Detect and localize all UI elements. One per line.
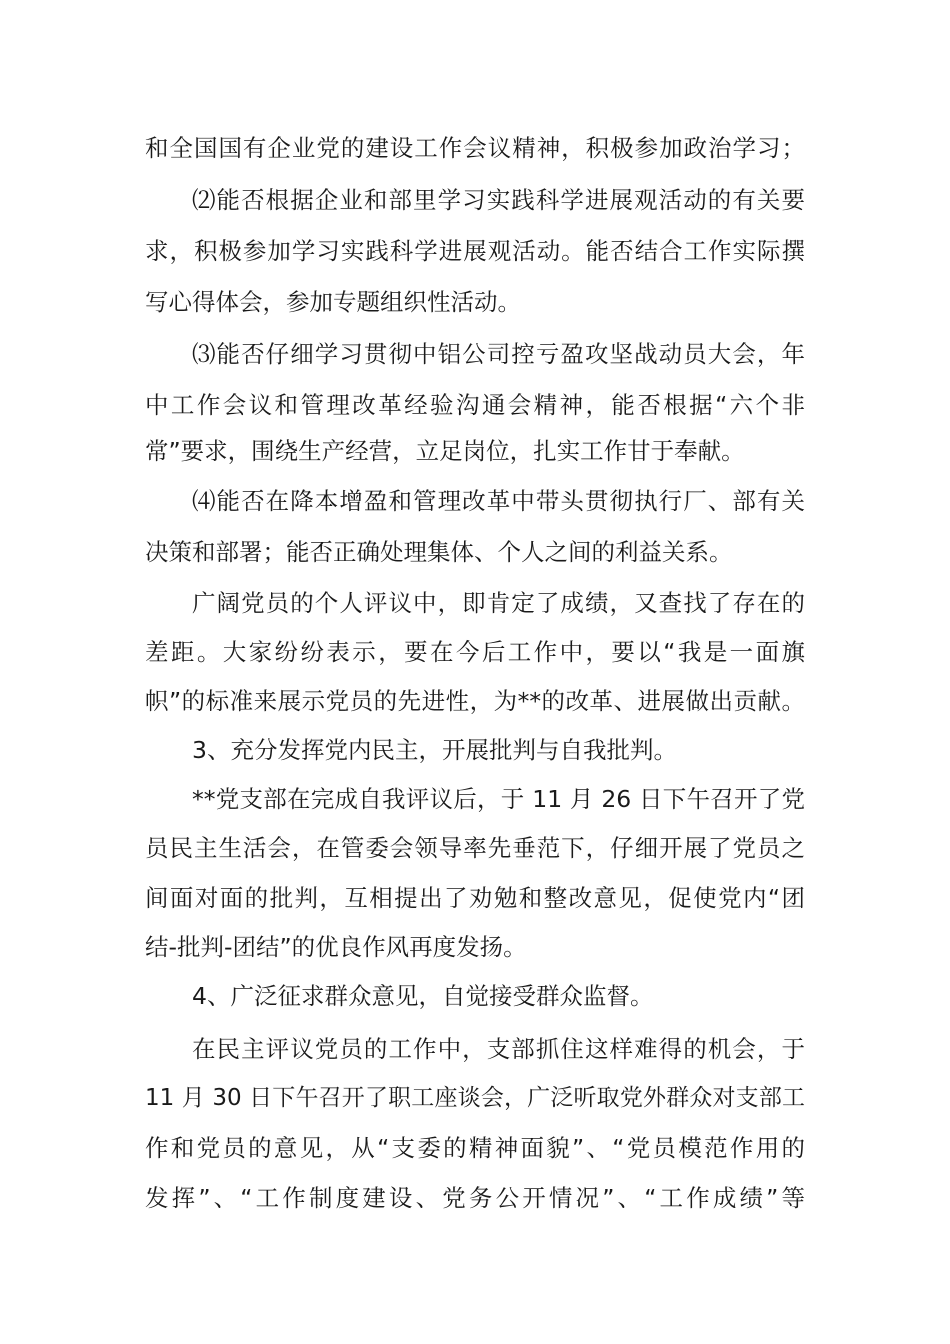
text-line: 作和党员的意见，从“支委的精神面貌”、“党员模范作用的 (145, 1134, 805, 1162)
text-line: **党支部在完成自我评议后，于 11 月 26 日下午召开了党 (192, 785, 805, 813)
text-line: 广阔党员的个人评议中，即肯定了成绩，又查找了存在的 (192, 589, 805, 617)
text-line: 中工作会议和管理改革经验沟通会精神，能否根据“六个非 (145, 391, 805, 419)
text-line: 常”要求，围绕生产经营，立足岗位，扎实工作甘于奉献。 (145, 437, 745, 465)
text-line: 11 月 30 日下午召开了职工座谈会，广泛听取党外群众对支部工 (145, 1085, 805, 1111)
text-line: ⑶能否仔细学习贯彻中铝公司控亏盈攻坚战动员大会，年 (192, 340, 805, 368)
text-line: 差距。大家纷纷表示，要在今后工作中，要以“我是一面旗 (145, 638, 805, 666)
text-line: 员民主生活会，在管委会领导率先垂范下，仔细开展了党员之 (145, 834, 805, 862)
text-line: 发挥”、“工作制度建设、党务公开情况”、“工作成绩”等 (145, 1184, 805, 1212)
text-line: 在民主评议党员的工作中，支部抓住这样难得的机会，于 (192, 1035, 805, 1063)
text-line: 3、充分发挥党内民主，开展批判与自我批判。 (192, 736, 677, 764)
text-line: 求，积极参加学习实践科学进展观活动。能否结合工作实际撰 (145, 237, 805, 265)
text-line: ⑷能否在降本增盈和管理改革中带头贯彻执行厂、部有关 (192, 487, 805, 515)
text-line: 写心得体会，参加专题组织性活动。 (145, 288, 521, 316)
text-line: 帜”的标准来展示党员的先进性，为**的改革、进展做出贡献。 (145, 687, 805, 715)
text-line: 结-批判-团结”的优良作风再度发扬。 (145, 933, 527, 961)
text-line: 决策和部署；能否正确处理集体、个人之间的利益关系。 (145, 538, 733, 566)
text-line: 4、广泛征求群众意见，自觉接受群众监督。 (192, 982, 654, 1010)
text-line: ⑵能否根据企业和部里学习实践科学进展观活动的有关要 (192, 186, 805, 214)
text-line: 和全国国有企业党的建设工作会议精神，积极参加政治学习； (145, 134, 805, 162)
text-line: 间面对面的批判，互相提出了劝勉和整改意见，促使党内“团 (145, 884, 805, 912)
